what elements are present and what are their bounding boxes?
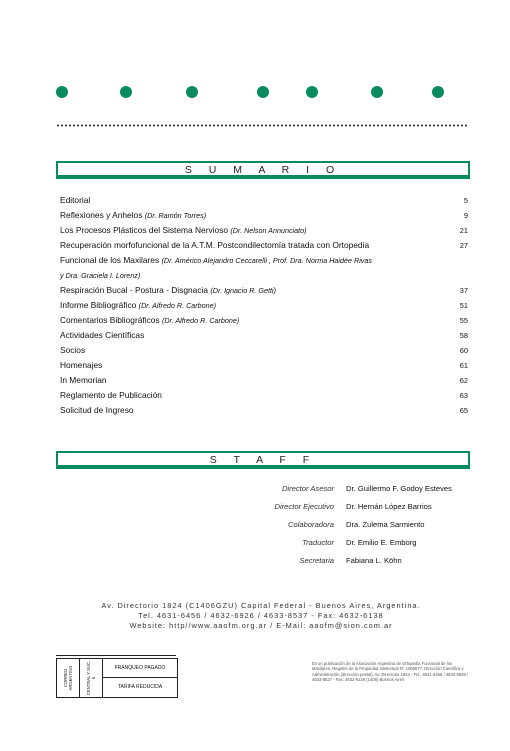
toc-author: y Dra. Graciela I. Lorenz)	[60, 271, 141, 280]
toc-page-number: 61	[459, 361, 468, 370]
toc-entry-text	[60, 208, 206, 223]
toc-author: (Dr. Alfredo R. Carbone)	[138, 301, 217, 310]
toc-title: Solicitud de Ingreso	[60, 405, 134, 415]
sumario-heading: S U M A R I O	[56, 161, 470, 179]
decorative-dot-row	[56, 86, 446, 98]
toc-entry-text	[60, 238, 369, 253]
staff-list	[200, 480, 470, 570]
staff-heading: S T A F F	[56, 451, 470, 469]
toc-entry	[60, 208, 468, 223]
toc-page-number: 5	[463, 196, 468, 205]
toc-author: (Dr. Ignacio R. Getti)	[210, 286, 276, 295]
stamp-rule	[56, 655, 176, 656]
dotted-divider	[56, 124, 468, 127]
franqueo-label: FRANQUEO PAGADO	[103, 659, 177, 678]
stamp-central-text: CENTRAL Y SUC. 6	[86, 660, 96, 696]
toc-entry	[60, 358, 468, 373]
toc-page-number: 37	[459, 286, 468, 295]
toc-title: Reglamento de Publicación	[60, 390, 162, 400]
toc-author: (Dr. Américo Alejandro Ceccarelli , Prof. Dra. Norma Haidée Rivas	[161, 256, 372, 265]
toc-entry	[60, 223, 468, 238]
green-dot	[120, 86, 132, 98]
toc-entry-text	[60, 253, 372, 268]
toc-entry	[60, 268, 468, 283]
toc-entry	[60, 328, 468, 343]
toc-page-number: 51	[459, 301, 468, 310]
green-dot	[306, 86, 318, 98]
address-line: Av. Directorio 1824 (C1406GZU) Capital Federal - Buenos Aires, Argentina.	[101, 601, 421, 610]
toc-page-number: 55	[459, 316, 468, 325]
toc-title: Recuperación morfofuncional de la A.T.M. Postcondilectomía tratada con Ortopedia	[60, 240, 370, 250]
toc-page-number: 65	[459, 406, 468, 415]
toc-entry-text	[60, 283, 276, 298]
phone-line: Tel. 4631-6456 / 4632-6926 / 4633-8537 - Fax: 4632-6138	[138, 611, 384, 620]
toc-entry	[60, 253, 468, 268]
toc-title: Los Procesos Plásticos del Sistema Nervioso	[60, 225, 229, 235]
toc-entry	[60, 388, 468, 403]
toc-entry-text	[60, 298, 216, 313]
staff-name: Dr. Guillermo F. Godoy Esteves	[346, 484, 452, 493]
toc-title: Actividades Científicas	[60, 330, 145, 340]
toc-entry-text	[60, 373, 107, 388]
toc-entry-text	[60, 343, 85, 358]
green-dot	[257, 86, 269, 98]
toc-title: Comentarios Bibliográficos	[60, 315, 160, 325]
toc-entry	[60, 343, 468, 358]
staff-entry	[200, 498, 470, 516]
web-line: Website: http//www.aaofm.org.ar / E-Mail: aaofm@sion.com.ar	[129, 621, 393, 630]
staff-entry	[200, 516, 470, 534]
toc-page-number: 60	[459, 346, 468, 355]
green-dot	[56, 86, 68, 98]
toc-entry-text	[60, 313, 239, 328]
staff-name: Dra. Zulema Sarmiento	[346, 520, 425, 529]
staff-role: Director Asesor	[281, 484, 334, 493]
toc-entry-text	[60, 328, 144, 343]
toc-entry-text	[60, 403, 134, 418]
address-block	[56, 601, 466, 631]
toc-page-number: 9	[463, 211, 468, 220]
toc-page-number: 63	[459, 391, 468, 400]
toc-author: (Dr. Ramón Torres)	[144, 211, 207, 220]
toc-entry	[60, 373, 468, 388]
toc-title: Informe Bibliográfico	[60, 300, 137, 310]
toc-entry-text	[60, 193, 90, 208]
staff-name: Fabiana L. Köhn	[346, 556, 402, 565]
staff-role: Secretaria	[299, 556, 334, 565]
staff-role: Director Ejecutivo	[274, 502, 334, 511]
green-dot	[432, 86, 444, 98]
postage-stamp-box	[56, 658, 178, 698]
toc-entry-text	[60, 358, 102, 373]
staff-entry	[200, 552, 470, 570]
table-of-contents	[60, 193, 468, 418]
toc-entry	[60, 403, 468, 418]
toc-entry-text	[60, 268, 140, 283]
toc-title: Socios	[60, 345, 86, 355]
toc-entry	[60, 298, 468, 313]
toc-title: Reflexiones y Anhelos	[60, 210, 143, 220]
toc-page-number: 21	[459, 226, 468, 235]
staff-name: Dr. Hernán López Barrios	[346, 502, 432, 511]
staff-role: Colaboradora	[287, 520, 334, 529]
legal-notice: Es un publicación de la Asociación Argentina de Ortopedia Funcional de los Maxilares. Registro de la Propiedad Intelectual N° 1066577. Dirección Científica y Administración (dirección postal), Av. Directorio 1824 - Tel.: 4631-6456 / 4632-6926 / 4633-8537 - Fax: 4632-6138 (1406) Buenos Aires	[312, 661, 469, 683]
staff-entry	[200, 534, 470, 552]
toc-title: Respiración Bucal - Postura - Disgnacia	[60, 285, 209, 295]
staff-name: Dr. Emilio E. Emborg	[346, 538, 417, 547]
toc-page-number: 62	[459, 376, 468, 385]
toc-title: Homenajes	[60, 360, 103, 370]
toc-title: Funcional de los Maxilares	[60, 255, 160, 265]
toc-entry	[60, 313, 468, 328]
toc-entry	[60, 193, 468, 208]
tarifa-label: TARIFA REDUCIDA	[117, 684, 163, 690]
toc-page-number: 27	[459, 241, 468, 250]
staff-entry	[200, 480, 470, 498]
toc-author: (Dr. Nelson Annunciato)	[230, 226, 307, 235]
toc-title: Editorial	[60, 195, 91, 205]
toc-page-number: 58	[459, 331, 468, 340]
toc-entry-text	[60, 388, 162, 403]
green-dot	[371, 86, 383, 98]
staff-role: Traductor	[302, 538, 334, 547]
toc-author: (Dr. Alfredo R. Carbone)	[161, 316, 240, 325]
toc-entry-text	[60, 223, 307, 238]
toc-entry	[60, 238, 468, 253]
stamp-column-correo	[57, 659, 80, 697]
stamp-correo-text: CORREO ARGENTINO	[63, 665, 73, 691]
toc-title: In Memorian	[60, 375, 107, 385]
green-dot	[186, 86, 198, 98]
toc-entry	[60, 283, 468, 298]
stamp-column-central	[80, 659, 103, 697]
